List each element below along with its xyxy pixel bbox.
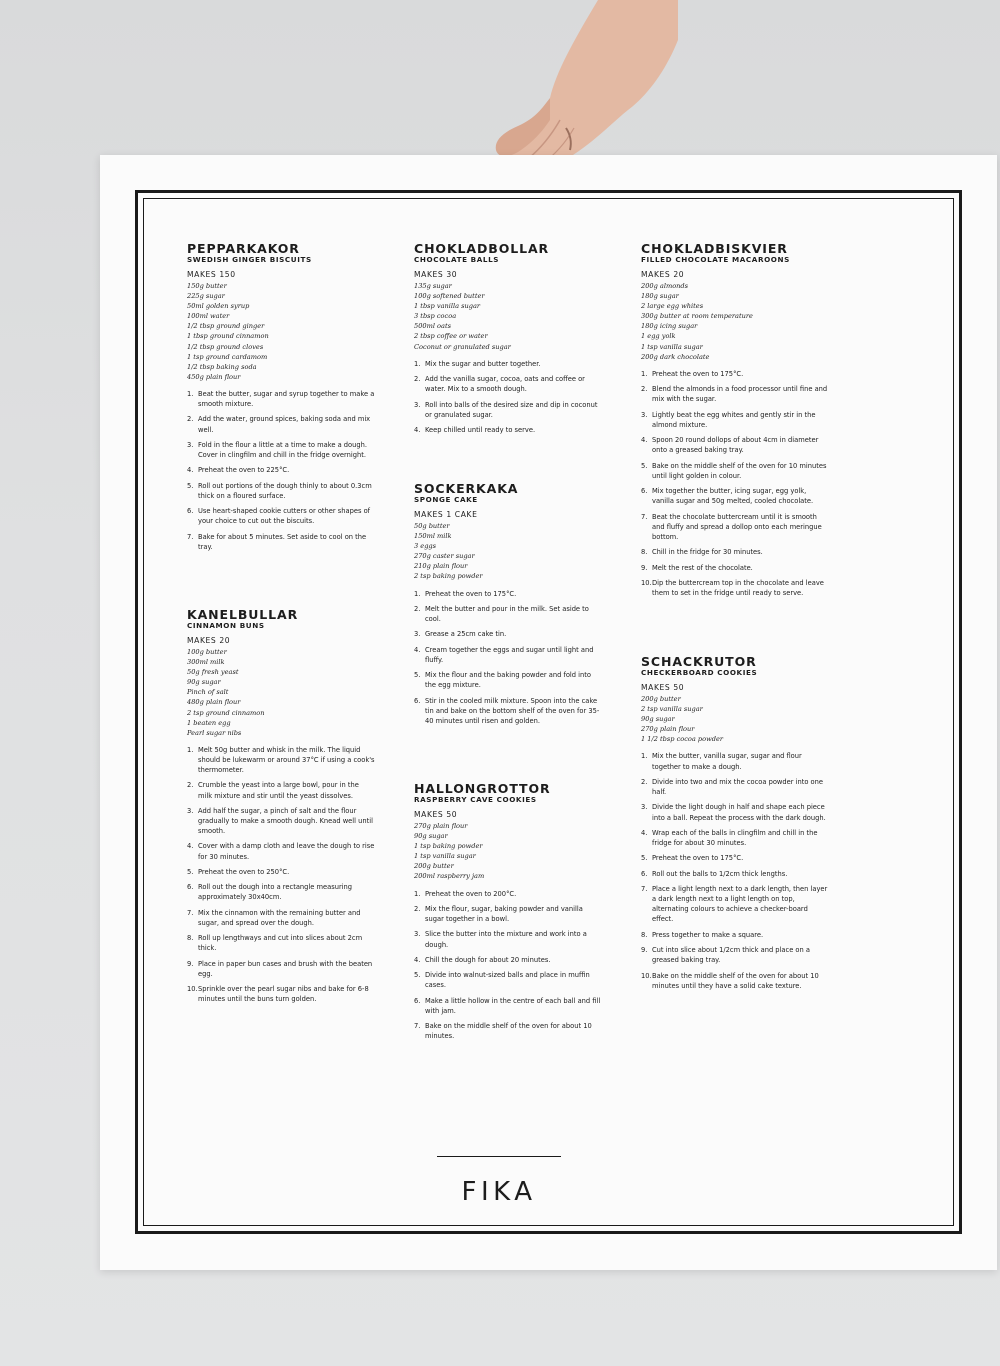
method-step	[641, 486, 829, 506]
step-text: Preheat the oven to 175°C.	[425, 589, 517, 598]
step-text: Divide the light dough in half and shape each piece into a ball. Repeat the process with the dark dough.	[652, 803, 826, 822]
ingredient-item: 50g butter	[414, 522, 450, 530]
step-number: 7.	[641, 885, 648, 894]
step-text: Mix the sugar and butter together.	[425, 359, 541, 368]
step-number: 3.	[414, 630, 421, 639]
step-text: Melt the rest of the chocolate.	[652, 563, 753, 572]
step-text: Sprinkle over the pearl sugar nibs and bake for 6-8 minutes until the buns turn golden.	[198, 985, 369, 1004]
ingredient-item: 90g sugar	[187, 678, 221, 687]
ingredient-item: 1/2 tbsp ground cloves	[187, 342, 264, 351]
ingredient-list	[414, 281, 602, 352]
ingredient-item: 200g almonds	[641, 282, 689, 290]
step-text: Bake on the middle shelf of the oven for about 10 minutes until they have a solid cake texture.	[652, 971, 819, 990]
step-number: 6.	[187, 507, 194, 516]
ingredient-item: 1 tsp vanilla sugar	[414, 852, 476, 861]
method-steps	[641, 751, 829, 990]
ingredient-item: Coconut or granulated sugar	[414, 342, 511, 351]
step-text: Roll out the dough into a rectangle measuring approximately 30x40cm.	[198, 883, 353, 902]
ingredient-item: 1 tbsp vanilla sugar	[414, 302, 481, 311]
step-text: Mix the cinnamon with the remaining butter and sugar, and spread over the dough.	[198, 908, 361, 927]
step-number: 2.	[414, 604, 421, 613]
recipe-yield: MAKES 20	[187, 636, 231, 645]
ingredient-item: 100ml water	[187, 312, 230, 321]
method-step	[641, 751, 829, 771]
method-step	[187, 867, 375, 877]
step-number: 2.	[414, 904, 421, 913]
method-step	[187, 908, 375, 928]
ingredient-item: 210g plain flour	[414, 562, 468, 571]
step-text: Bake on the middle shelf of the oven for about 10 minutes.	[425, 1022, 592, 1041]
ingredient-item: 200g butter	[641, 695, 681, 703]
step-number: 1.	[187, 745, 194, 754]
recipe-chokladbiskvier	[641, 242, 829, 603]
method-step	[414, 604, 602, 624]
step-number: 10.	[641, 578, 652, 587]
method-step	[187, 806, 375, 836]
recipe-hallongrottor	[414, 782, 602, 1047]
step-text: Roll into balls of the desired size and dip in coconut or granulated sugar.	[425, 400, 598, 419]
step-text: Chill the dough for about 20 minutes.	[425, 955, 551, 964]
step-text: Blend the almonds in a food processor until fine and mix with the sugar.	[652, 385, 828, 404]
step-number: 3.	[641, 803, 648, 812]
method-step	[187, 780, 375, 800]
step-number: 1.	[414, 589, 421, 598]
step-number: 1.	[414, 359, 421, 368]
step-number: 5.	[414, 971, 421, 980]
recipe-kanelbullar	[187, 608, 375, 1010]
recipe-pepparkakor	[187, 242, 375, 557]
ingredient-item: 200ml raspberry jam	[414, 872, 485, 881]
recipe-schackrutor	[641, 655, 829, 996]
ingredient-item: 2 large egg whites	[641, 302, 704, 311]
step-number: 10.	[641, 971, 652, 980]
step-text: Grease a 25cm cake tin.	[425, 630, 507, 639]
step-text: Preheat the oven to 250°C.	[198, 867, 290, 876]
method-step	[641, 578, 829, 598]
step-text: Divide into walnut-sized balls and place in muffin cases.	[425, 971, 590, 990]
step-number: 3.	[414, 400, 421, 409]
step-text: Use heart-shaped cookie cutters or other shapes of your choice to cut out the biscuits.	[198, 507, 371, 526]
step-number: 7.	[414, 1022, 421, 1031]
step-number: 2.	[641, 385, 648, 394]
method-step	[187, 745, 375, 775]
method-step	[641, 945, 829, 965]
method-steps	[414, 889, 602, 1042]
ingredient-item: 1/2 tbsp ground ginger	[187, 322, 265, 331]
step-number: 5.	[414, 671, 421, 680]
ingredient-item: 180g icing sugar	[641, 322, 698, 331]
ingredient-item: Pearl sugar nibs	[187, 728, 242, 737]
ingredient-item: 270g plain flour	[414, 822, 468, 830]
method-step	[641, 512, 829, 542]
step-number: 4.	[414, 426, 421, 435]
ingredient-item: 1 egg yolk	[641, 332, 676, 341]
step-text: Add the vanilla sugar, cocoa, oats and coffee or water. Mix to a smooth dough.	[425, 375, 585, 394]
step-number: 10.	[187, 985, 198, 994]
recipe-subtitle: CINNAMON BUNS	[187, 621, 265, 630]
ingredient-item: 1 beaten egg	[187, 718, 231, 727]
step-text: Melt 50g butter and whisk in the milk. The liquid should be lukewarm or around 37°C if using a cook's thermometer.	[198, 745, 375, 775]
step-number: 6.	[414, 696, 421, 705]
step-number: 7.	[187, 532, 194, 541]
step-text: Keep chilled until ready to serve.	[425, 426, 536, 435]
step-text: Melt the butter and pour in the milk. Set aside to cool.	[425, 604, 589, 624]
step-text: Place in paper bun cases and brush with the beaten egg.	[198, 959, 373, 978]
ingredient-item: 1 1/2 tbsp cocoa powder	[641, 735, 724, 744]
method-steps	[641, 369, 829, 598]
method-step	[641, 971, 829, 991]
recipe-subtitle: FILLED CHOCOLATE MACAROONS	[641, 255, 790, 264]
method-step	[414, 696, 602, 726]
step-text: Place a light length next to a dark length, then layer a dark length next to a light length on top, alternating colours to achieve a checker-board effect.	[652, 885, 828, 924]
ingredient-item: 50ml golden syrup	[187, 302, 250, 311]
method-step	[187, 389, 375, 409]
method-step	[414, 889, 602, 899]
step-text: Add the water, ground spices, baking soda and mix well.	[198, 415, 371, 434]
method-steps	[187, 745, 375, 1005]
step-text: Beat the chocolate buttercream until it is smooth and fluffy and spread a dollop onto each meringue bottom.	[652, 512, 822, 541]
method-step	[641, 410, 829, 430]
ingredient-item: 270g caster sugar	[414, 552, 475, 561]
ingredient-item: 2 tsp ground cinnamon	[187, 708, 265, 717]
method-step	[414, 929, 602, 949]
method-step	[414, 955, 602, 965]
step-text: Roll out the balls to 1/2cm thick lengths.	[652, 869, 788, 878]
step-text: Mix the flour, sugar, baking powder and vanilla sugar together in a bowl.	[425, 904, 583, 924]
recipe-yield: MAKES 20	[641, 270, 685, 279]
ingredient-item: 450g plain flour	[187, 372, 241, 381]
method-step	[187, 440, 375, 460]
ingredient-item: Pinch of salt	[187, 688, 229, 697]
method-step	[414, 645, 602, 665]
recipe-title: CHOKLADBISKVIER	[641, 241, 788, 256]
ingredient-item: 1 tsp vanilla sugar	[641, 342, 703, 351]
method-step	[414, 670, 602, 690]
method-step	[641, 384, 829, 404]
step-text: Cut into slice about 1/2cm thick and place on a greased baking tray.	[652, 946, 810, 965]
step-number: 8.	[641, 548, 648, 557]
method-step	[414, 970, 602, 990]
recipe-subtitle: RASPBERRY CAVE COOKIES	[414, 795, 537, 804]
step-number: 5.	[641, 461, 648, 470]
ingredient-item: 90g sugar	[414, 832, 448, 841]
ingredient-item: 200g butter	[414, 862, 454, 871]
step-number: 9.	[187, 959, 194, 968]
recipe-title: KANELBULLAR	[187, 607, 299, 622]
recipe-title: HALLONGROTTOR	[414, 781, 551, 796]
step-number: 4.	[187, 466, 194, 475]
method-step	[187, 841, 375, 861]
step-text: Lightly beat the egg whites and gently stir in the almond mixture.	[652, 410, 816, 429]
step-number: 6.	[187, 883, 194, 892]
method-step	[187, 506, 375, 526]
method-step	[641, 853, 829, 863]
method-step	[641, 435, 829, 455]
recipe-title: CHOKLADBOLLAR	[414, 241, 550, 256]
ingredient-item: 200g dark chocolate	[641, 352, 710, 361]
step-number: 4.	[641, 828, 648, 837]
method-step	[187, 933, 375, 953]
ingredient-item: 2 tsp vanilla sugar	[641, 705, 703, 714]
ingredient-item: 1 tbsp ground cinnamon	[187, 332, 269, 341]
ingredient-item: 180g sugar	[641, 292, 679, 301]
step-text: Crumble the yeast into a large bowl, pour in the milk mixture and stir until the yeast dissolves.	[198, 781, 359, 800]
method-step	[414, 400, 602, 420]
method-step	[187, 414, 375, 434]
fika-poster	[100, 155, 997, 1270]
step-number: 7.	[187, 908, 194, 917]
ingredient-list	[641, 694, 829, 744]
step-text: Cover with a damp cloth and leave the dough to rise for 30 minutes.	[198, 842, 375, 861]
step-text: Dip the buttercream top in the chocolate and leave them to set in the fridge until ready to serve.	[652, 578, 824, 598]
method-step	[414, 629, 602, 639]
step-number: 2.	[187, 781, 194, 790]
method-step	[414, 374, 602, 394]
step-text: Preheat the oven to 200°C.	[425, 889, 517, 898]
ingredient-item: 500ml oats	[414, 322, 451, 331]
step-text: Preheat the oven to 175°C.	[652, 854, 744, 863]
step-number: 5.	[187, 867, 194, 876]
step-number: 4.	[414, 955, 421, 964]
ingredient-item: 300g butter at room temperature	[641, 312, 753, 321]
step-number: 4.	[641, 436, 648, 445]
method-step	[414, 904, 602, 924]
step-text: Chill in the fridge for 30 minutes.	[652, 548, 763, 557]
method-step	[641, 884, 829, 924]
step-number: 3.	[414, 930, 421, 939]
ingredient-item: 2 tbsp coffee or water	[414, 332, 488, 341]
poster-title: FIKA	[461, 1177, 537, 1207]
step-number: 6.	[641, 487, 648, 496]
ingredient-item: 3 eggs	[414, 542, 437, 551]
ingredient-item: 1 tsp baking powder	[414, 842, 483, 851]
step-text: Make a little hollow in the centre of each ball and fill with jam.	[425, 996, 601, 1015]
method-steps	[414, 589, 602, 727]
step-text: Bake for about 5 minutes. Set aside to cool on the tray.	[198, 532, 367, 551]
step-text: Press together to make a square.	[652, 930, 764, 939]
ingredient-item: 100g butter	[187, 648, 227, 656]
method-step	[414, 1021, 602, 1041]
method-step	[641, 563, 829, 573]
step-number: 1.	[641, 752, 648, 761]
ingredient-item: 270g plain flour	[641, 725, 695, 734]
method-step	[641, 802, 829, 822]
step-number: 9.	[641, 563, 648, 572]
method-step	[641, 369, 829, 379]
step-text: Add half the sugar, a pinch of salt and the flour gradually to make a smooth dough. Knead well until smooth.	[198, 806, 373, 836]
ingredient-item: 50g fresh yeast	[187, 668, 239, 677]
method-step	[187, 532, 375, 552]
step-number: 5.	[187, 481, 194, 490]
step-number: 1.	[414, 889, 421, 898]
step-number: 8.	[187, 934, 194, 943]
method-step	[641, 930, 829, 940]
method-step	[641, 461, 829, 481]
method-step	[414, 425, 602, 435]
recipe-yield: MAKES 30	[414, 270, 458, 279]
ingredient-list	[187, 281, 375, 382]
step-text: Beat the butter, sugar and syrup together to make a smooth mixture.	[198, 389, 375, 409]
method-step	[187, 984, 375, 1004]
recipe-title: SCHACKRUTOR	[641, 654, 757, 669]
step-number: 6.	[641, 869, 648, 878]
recipe-yield: MAKES 50	[414, 810, 458, 819]
method-step	[187, 465, 375, 475]
recipe-sockerkaka	[414, 482, 602, 731]
step-text: Roll out portions of the dough thinly to about 0.3cm thick on a floured surface.	[198, 481, 372, 500]
method-step	[414, 359, 602, 369]
ingredient-list	[414, 821, 602, 882]
step-text: Bake on the middle shelf of the oven for 10 minutes until light golden in colour.	[652, 461, 827, 480]
step-text: Divide into two and mix the cocoa powder into one half.	[652, 777, 823, 797]
step-number: 3.	[187, 440, 194, 449]
method-step	[414, 589, 602, 599]
recipe-subtitle: SPONGE CAKE	[414, 495, 478, 504]
recipe-title: SOCKERKAKA	[414, 481, 519, 496]
step-number: 2.	[187, 415, 194, 424]
step-number: 1.	[641, 369, 648, 378]
step-text: Mix together the butter, icing sugar, egg yolk, vanilla sugar and 50g melted, cooled chocolate.	[652, 487, 814, 506]
step-number: 4.	[187, 842, 194, 851]
ingredient-item: 225g sugar	[187, 292, 225, 301]
step-text: Wrap each of the balls in clingfilm and chill in the fridge for about 30 minutes.	[652, 828, 818, 848]
ingredient-list	[641, 281, 829, 362]
step-number: 5.	[641, 854, 648, 863]
method-step	[641, 777, 829, 797]
method-steps	[187, 389, 375, 552]
step-text: Mix the flour and the baking powder and fold into the egg mixture.	[425, 671, 591, 690]
method-step	[641, 547, 829, 557]
method-step	[187, 481, 375, 501]
ingredient-item: 480g plain flour	[187, 698, 241, 707]
recipe-subtitle: CHECKERBOARD COOKIES	[641, 668, 758, 677]
recipe-yield: MAKES 1 CAKE	[414, 510, 478, 519]
step-text: Fold in the flour a little at a time to make a dough. Cover in clingfilm and chill in the fridge overnight.	[198, 440, 367, 459]
recipe-title: PEPPARKAKOR	[187, 241, 300, 256]
step-number: 7.	[641, 512, 648, 521]
step-number: 2.	[641, 777, 648, 786]
ingredient-item: 1/2 tbsp baking soda	[187, 362, 257, 371]
recipe-subtitle: CHOCOLATE BALLS	[414, 255, 500, 264]
ingredient-item: 1 tsp ground cardamom	[187, 352, 268, 361]
step-text: Mix the butter, vanilla sugar, sugar and flour together to make a dough.	[652, 752, 802, 771]
step-number: 6.	[414, 996, 421, 1005]
ingredient-item: 90g sugar	[641, 715, 675, 724]
ingredient-item: 2 tsp baking powder	[414, 572, 483, 581]
step-text: Slice the butter into the mixture and work into a dough.	[425, 930, 587, 949]
method-steps	[414, 359, 602, 435]
recipe-subtitle: SWEDISH GINGER BISCUITS	[187, 255, 312, 264]
method-step	[641, 828, 829, 848]
step-number: 1.	[187, 389, 194, 398]
ingredient-item: 135g sugar	[414, 282, 452, 290]
method-step	[414, 996, 602, 1016]
ingredient-list	[414, 521, 602, 582]
step-text: Roll up lengthways and cut into slices about 2cm thick.	[198, 934, 363, 953]
ingredient-list	[187, 647, 375, 738]
method-step	[641, 869, 829, 879]
step-text: Preheat the oven to 175°C.	[652, 369, 744, 378]
step-number: 3.	[641, 410, 648, 419]
step-number: 3.	[187, 806, 194, 815]
step-text: Preheat the oven to 225°C.	[198, 466, 290, 475]
step-text: Spoon 20 round dollops of about 4cm in diameter onto a greased baking tray.	[652, 436, 819, 455]
method-step	[187, 959, 375, 979]
step-text: Stir in the cooled milk mixture. Spoon into the cake tin and bake on the bottom shelf of the oven for 35-40 minutes until risen and golden.	[425, 696, 600, 725]
step-number: 4.	[414, 645, 421, 654]
step-number: 9.	[641, 946, 648, 955]
ingredient-item: 300ml milk	[187, 658, 225, 667]
ingredient-item: 150g butter	[187, 282, 227, 290]
recipe-yield: MAKES 150	[187, 270, 236, 279]
recipe-yield: MAKES 50	[641, 683, 685, 692]
ingredient-item: 100g softened butter	[414, 292, 485, 301]
method-step	[187, 882, 375, 902]
recipe-chokladbollar	[414, 242, 602, 440]
step-number: 2.	[414, 375, 421, 384]
step-number: 8.	[641, 930, 648, 939]
step-text: Cream together the eggs and sugar until light and fluffy.	[425, 645, 594, 664]
ingredient-item: 150ml milk	[414, 532, 452, 541]
ingredient-item: 3 tbsp cocoa	[414, 312, 457, 321]
footer-rule	[437, 1156, 561, 1157]
